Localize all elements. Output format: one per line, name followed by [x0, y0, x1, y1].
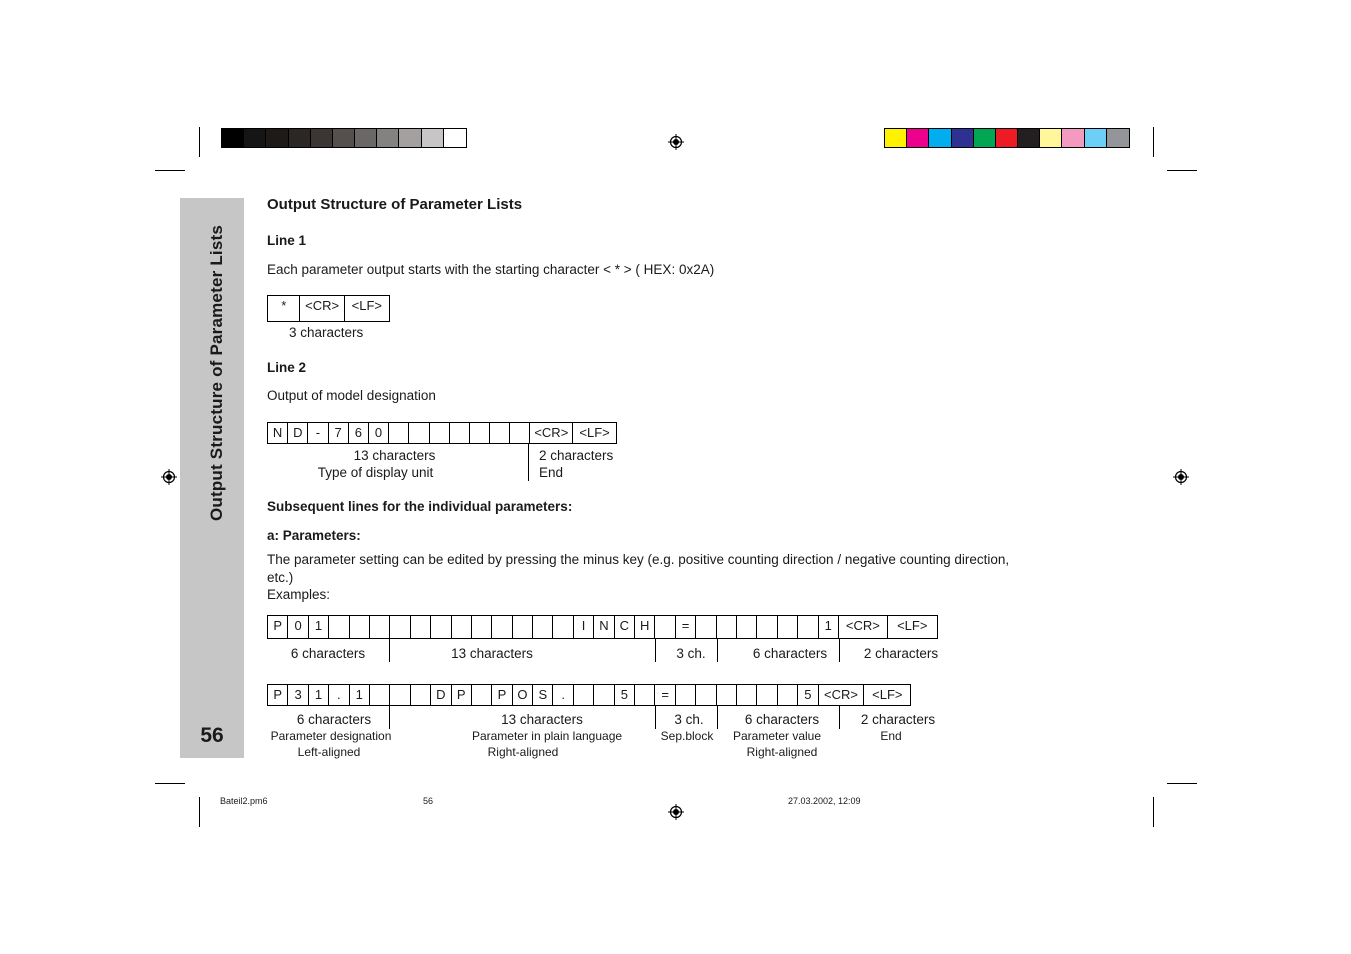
crop-mark	[155, 783, 185, 784]
character-cell: 1	[309, 685, 329, 705]
color-swatch	[355, 129, 377, 147]
color-swatch	[222, 129, 244, 147]
example2-description: Sep.block	[660, 729, 714, 743]
example1-label: 2 characters	[863, 646, 939, 661]
page-title: Output Structure of Parameter Lists	[267, 196, 523, 213]
character-cell: P	[268, 616, 288, 638]
character-cell	[411, 616, 431, 638]
crop-mark	[155, 170, 185, 171]
example2-label: 3 ch.	[674, 712, 704, 727]
example2-description: Left-aligned	[297, 745, 361, 759]
example2-description: Right-aligned	[746, 745, 818, 759]
character-cell: =	[655, 685, 675, 705]
character-cell	[470, 423, 490, 443]
example2-cell-row	[267, 684, 911, 706]
grayscale-calibration-bar	[221, 128, 467, 148]
color-swatch	[399, 129, 421, 147]
registration-mark-icon	[1173, 469, 1189, 485]
color-swatch	[1085, 129, 1107, 147]
crop-mark	[1167, 170, 1197, 171]
color-swatch	[929, 129, 951, 147]
character-cell: H	[635, 616, 655, 638]
character-cell: C	[615, 616, 635, 638]
character-cell: 6	[349, 423, 369, 443]
line2-heading: Line 2	[267, 360, 307, 375]
line2-text: Output of model designation	[267, 388, 436, 403]
example1-label: 6 characters	[752, 646, 828, 661]
character-cell: N	[594, 616, 614, 638]
character-cell: <CR>	[819, 685, 865, 705]
body-text: etc.)	[267, 570, 294, 585]
separator-line	[528, 444, 529, 481]
color-swatch	[952, 129, 974, 147]
character-cell	[533, 616, 553, 638]
character-cell	[655, 616, 675, 638]
example2-label: 6 characters	[296, 712, 372, 727]
line2-caption: End	[539, 465, 564, 480]
character-cell: <LF>	[579, 425, 610, 440]
character-cell	[430, 423, 450, 443]
character-cell	[431, 616, 451, 638]
character-cell	[553, 616, 573, 638]
character-cell: <LF>	[351, 298, 383, 313]
separator-line	[655, 639, 656, 662]
character-cell	[778, 616, 798, 638]
character-cell	[389, 423, 409, 443]
section-subheading: a: Parameters:	[267, 528, 361, 543]
crop-mark	[1153, 797, 1154, 827]
color-swatch	[244, 129, 266, 147]
color-swatch	[311, 129, 333, 147]
character-cell: <LF>	[897, 618, 928, 633]
character-cell: =	[676, 616, 696, 638]
character-cell	[513, 616, 533, 638]
character-cell: 1	[819, 616, 839, 638]
color-swatch	[1107, 129, 1129, 147]
character-cell: D	[288, 423, 308, 443]
registration-mark-icon	[161, 469, 177, 485]
character-cell: 1	[350, 685, 370, 705]
character-cell	[390, 616, 410, 638]
character-cell	[450, 423, 470, 443]
character-cell	[370, 685, 390, 705]
character-cell: N	[268, 423, 288, 443]
character-cell	[370, 616, 390, 638]
character-cell	[472, 685, 492, 705]
character-cell: 5	[798, 685, 818, 705]
character-cell	[717, 685, 737, 705]
character-cell	[409, 423, 429, 443]
character-cell: 1	[309, 616, 329, 638]
registration-mark-icon	[668, 804, 684, 820]
character-cell: .	[553, 685, 573, 705]
character-cell	[411, 685, 431, 705]
example2-description: End	[880, 729, 902, 743]
color-swatch	[422, 129, 444, 147]
example1-cell-row	[267, 615, 938, 639]
character-cell: 0	[369, 423, 389, 443]
color-swatch	[996, 129, 1018, 147]
section-heading: Subsequent lines for the individual parameters:	[267, 499, 573, 514]
line2-caption: 2 characters	[539, 448, 614, 463]
sidebar-title: Output Structure of Parameter Lists	[207, 224, 226, 522]
footer-page: 56	[423, 796, 434, 806]
crop-mark	[199, 797, 200, 827]
color-swatch	[1018, 129, 1040, 147]
character-cell	[717, 616, 737, 638]
character-cell	[492, 616, 512, 638]
color-swatch	[377, 129, 399, 147]
character-cell	[350, 616, 370, 638]
character-cell: .	[329, 685, 349, 705]
character-cell	[696, 616, 716, 638]
separator-line	[655, 706, 656, 729]
character-cell: P	[268, 685, 288, 705]
color-swatch	[907, 129, 929, 147]
character-cell: <CR>	[300, 296, 344, 321]
character-cell	[510, 423, 530, 443]
character-cell	[574, 685, 594, 705]
example2-description: Parameter value	[732, 729, 822, 743]
character-cell: O	[513, 685, 533, 705]
character-cell	[472, 616, 492, 638]
body-text: Examples:	[267, 587, 331, 602]
example2-description: Right-aligned	[487, 745, 559, 759]
character-cell	[757, 616, 777, 638]
character-cell: 3	[288, 685, 308, 705]
character-cell: P	[452, 685, 472, 705]
character-cell: P	[492, 685, 512, 705]
character-cell	[594, 685, 614, 705]
character-cell: S	[533, 685, 553, 705]
line1-cell-row	[267, 295, 390, 322]
character-cell	[452, 616, 472, 638]
crop-mark	[199, 127, 200, 157]
footer-file: Bateil2.pm6	[220, 796, 268, 806]
character-cell	[778, 685, 798, 705]
color-swatch	[974, 129, 996, 147]
color-swatch	[289, 129, 311, 147]
character-cell: *	[268, 296, 300, 321]
character-cell	[737, 616, 757, 638]
color-swatch	[1040, 129, 1062, 147]
example1-label: 13 characters	[451, 646, 533, 661]
body-text: The parameter setting can be edited by pressing the minus key (e.g. positive counting direction / negative counting direction,	[267, 552, 1010, 567]
footer-date: 27.03.2002, 12:09	[788, 796, 861, 806]
example1-label: 6 characters	[290, 646, 366, 661]
character-cell: <LF>	[872, 687, 903, 702]
color-swatch	[444, 129, 466, 147]
example2-label: 6 characters	[744, 712, 820, 727]
crop-mark	[1167, 783, 1197, 784]
example2-description: Parameter designation	[270, 729, 392, 743]
color-calibration-bar	[884, 128, 1130, 148]
character-cell	[737, 685, 757, 705]
character-cell	[390, 685, 410, 705]
separator-line	[839, 706, 840, 729]
crop-mark	[1153, 127, 1154, 157]
line2-caption: 13 characters	[353, 448, 436, 463]
registration-mark-icon	[668, 134, 684, 150]
line1-text: Each parameter output starts with the starting character < * > ( HEX: 0x2A)	[267, 262, 715, 277]
character-cell: 0	[288, 616, 308, 638]
character-cell	[757, 685, 777, 705]
page-number: 56	[200, 724, 224, 747]
character-cell	[635, 685, 655, 705]
separator-line	[839, 639, 840, 662]
color-swatch	[333, 129, 355, 147]
example2-description: Parameter in plain language	[471, 729, 623, 743]
character-cell	[490, 423, 510, 443]
color-swatch	[885, 129, 907, 147]
line2-cell-row	[267, 422, 617, 444]
character-cell: 7	[329, 423, 349, 443]
color-swatch	[266, 129, 288, 147]
line1-heading: Line 1	[267, 233, 307, 248]
character-cell	[696, 685, 716, 705]
character-cell	[329, 616, 349, 638]
example2-label: 13 characters	[501, 712, 583, 727]
character-cell	[676, 685, 696, 705]
character-cell: 5	[615, 685, 635, 705]
character-cell: -	[308, 423, 328, 443]
character-cell: D	[431, 685, 451, 705]
character-cell: <CR>	[839, 616, 888, 638]
character-cell: I	[574, 616, 594, 638]
character-cell	[798, 616, 818, 638]
example2-label: 2 characters	[860, 712, 936, 727]
character-cell: <CR>	[530, 423, 573, 443]
color-swatch	[1062, 129, 1084, 147]
example1-label: 3 ch.	[676, 646, 706, 661]
line1-caption: 3 characters	[289, 325, 364, 340]
line2-caption: Type of display unit	[317, 465, 434, 480]
